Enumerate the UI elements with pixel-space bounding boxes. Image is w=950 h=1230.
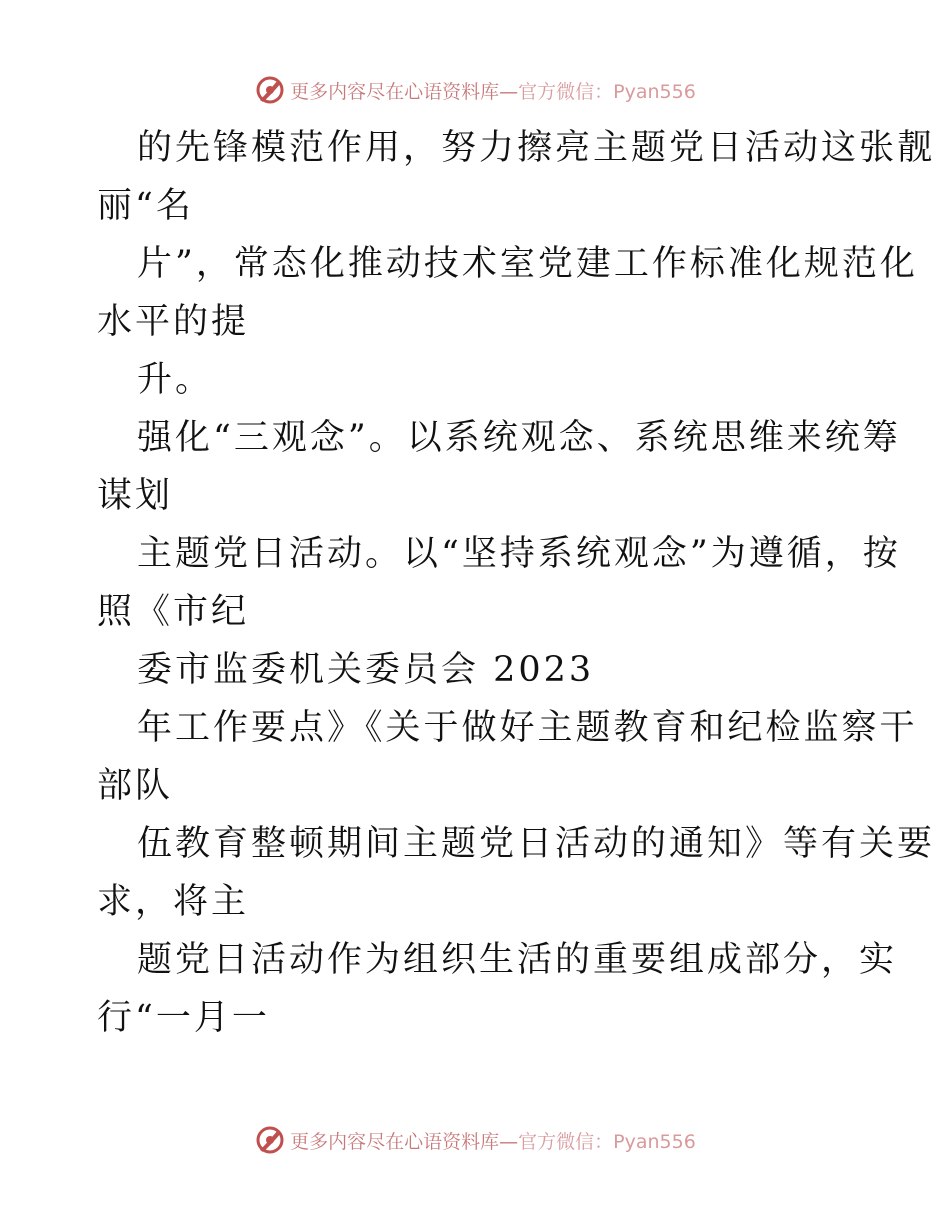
body-line: 部队 xyxy=(97,766,174,806)
footer-banner-wechat: 官方微信：Pyan556 xyxy=(518,1130,696,1153)
body-line: 水平的提 xyxy=(97,302,250,342)
body-line: 主题党日活动。以“坚持系统观念”为遵循，按 xyxy=(137,534,901,574)
body-line: 的先锋模范作用，努力擦亮主题党日活动这张靓 xyxy=(137,128,936,168)
body-line: 谋划 xyxy=(97,476,174,516)
header-banner-wechat: 官方微信：Pyan556 xyxy=(518,80,696,103)
body-line: 行“一月一 xyxy=(97,998,270,1038)
body-line: 丽“名 xyxy=(97,186,194,226)
body-line: 委市监委机关委员会 2023 xyxy=(137,650,595,690)
footer-banner-main: 更多内容尽在心语资料库— xyxy=(290,1130,519,1153)
header-banner-main: 更多内容尽在心语资料库— xyxy=(290,80,519,103)
body-line: 题党日活动作为组织生活的重要组成部分，实 xyxy=(137,940,898,980)
body-line: 年工作要点》《关于做好主题教育和纪检监察干 xyxy=(137,708,918,748)
body-line: 伍教育整顿期间主题党日活动的通知》等有关要 xyxy=(137,824,936,864)
footer-banner xyxy=(0,1120,950,1160)
body-line: 照《市纪 xyxy=(97,592,250,632)
brush-circle-logo-icon xyxy=(254,1124,286,1156)
body-line: 强化“三观念”。以系统观念、系统思维来统筹 xyxy=(137,418,901,458)
body-line: 升。 xyxy=(137,360,214,400)
body-line: 求，将主 xyxy=(97,882,250,922)
body-line: 片”，常态化推动技术室党建工作标准化规范化 xyxy=(137,244,918,284)
footer-banner-text xyxy=(290,1127,696,1154)
